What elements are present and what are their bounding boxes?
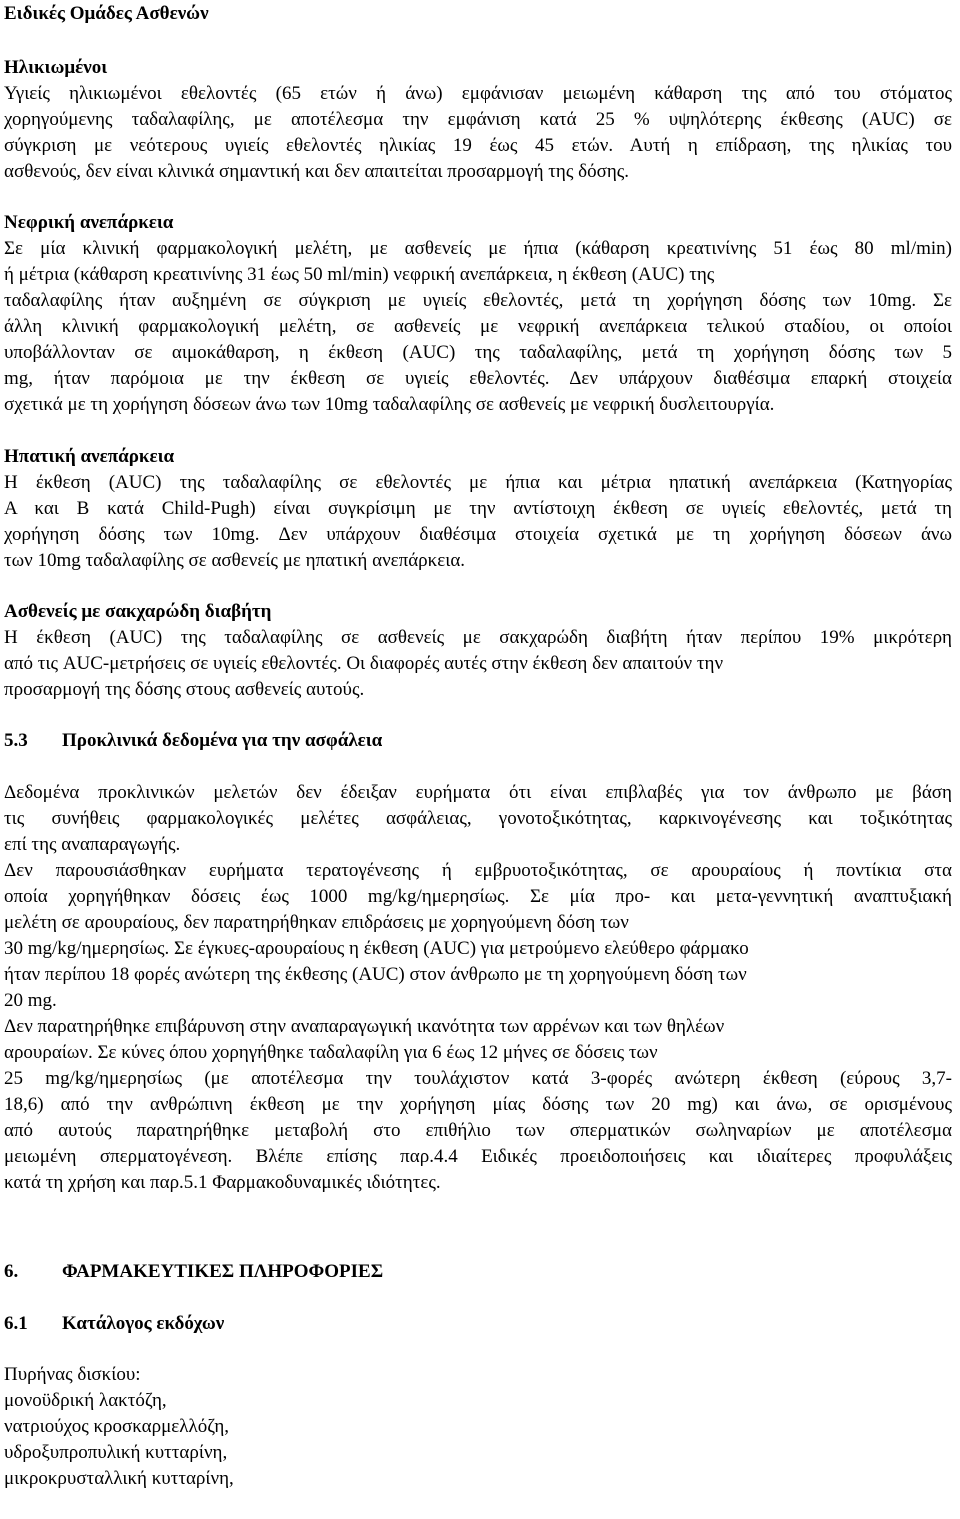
hepatic-heading: Ηπατική ανεπάρκεια: [4, 446, 175, 467]
elderly-text-line: Υγιείς ηλικιωμένοι εθελοντές (65 ετών ή άνω) εμφάνισαν μειωμένη κάθαρση της από του στόματος: [4, 83, 952, 104]
hepatic-text-line: των 10mg ταδαλαφίλης σε ασθενείς με ηπατική ανεπάρκεια.: [4, 550, 466, 571]
section-number: 5.3: [4, 730, 28, 751]
preclinical-text-line: μειωμένη σπερματογένεση. Βλέπε επίσης παρ.4.4 Ειδικές προειδοποιήσεις και ιδιαίτερες προφυλάξεις: [4, 1146, 952, 1167]
renal-text-line: σχετικά με τη χορήγηση δόσεων άνω των 10mg ταδαλαφίλης σε ασθενείς με νεφρική δυσλειτουργία.: [4, 394, 775, 415]
preclinical-text-line: επί της αναπαραγωγής.: [4, 834, 181, 855]
renal-text-line: mg, ήταν παρόμοια με την έκθεση σε υγιείς εθελοντές. Δεν υπάρχουν διαθέσιμα επαρκή στοιχεία: [4, 368, 952, 389]
special-populations-heading: Ειδικές Ομάδες Ασθενών: [4, 3, 209, 24]
preclinical-text-line: 20 mg.: [4, 990, 57, 1011]
renal-text-line: ταδαλαφίλης ήταν αυξημένη σε σύγκριση με υγιείς εθελοντές, μετά τη χορήγηση δόσης των 10mg. Σε: [4, 290, 952, 311]
section-title: Προκλινικά δεδομένα για την ασφάλεια: [62, 730, 383, 751]
excipients-list-item: μικροκρυσταλλική κυτταρίνη,: [4, 1468, 234, 1489]
preclinical-text-line: τις συνήθεις φαρμακολογικές μελέτες ασφάλειας, γονοτοξικότητας, καρκινογένεσης και τοξικότητας: [4, 808, 952, 829]
preclinical-text-line: 30 mg/kg/ημερησίως. Σε έγκυες-αρουραίους η έκθεση (AUC) για μετρούμενο ελεύθερο φάρμακο: [4, 938, 749, 959]
section-title: Κατάλογος εκδόχων: [62, 1313, 225, 1334]
excipients-list-item: μονοϋδρική λακτόζη,: [4, 1390, 167, 1411]
section-number: 6.: [4, 1261, 19, 1282]
preclinical-text-line: ήταν περίπου 18 φορές ανώτερη της έκθεσης (AUC) στον άνθρωπο με τη χορηγούμενη δόση των: [4, 964, 747, 985]
diabetes-text-line: από τις AUC-μετρήσεις σε υγιείς εθελοντές. Οι διαφορές αυτές στην έκθεση δεν απαιτούν την: [4, 653, 724, 674]
hepatic-text-line: A και B κατά Child-Pugh) είναι συγκρίσιμη με την αντίστοιχη έκθεση σε υγιείς εθελοντές, μετά τη: [4, 498, 952, 519]
preclinical-text-line: Δεδομένα προκλινικών μελετών δεν έδειξαν ευρήματα ότι είναι επιβλαβές για τον άνθρωπο με βάση: [4, 782, 952, 803]
renal-text-line: Σε μία κλινική φαρμακολογική μελέτη, με ασθενείς με ήπια (κάθαρση κρεατινίνης 51 έως 80 ml/min): [4, 238, 952, 259]
section-6-1-heading: [4, 1311, 224, 1337]
renal-text-line: ή μέτρια (κάθαρση κρεατινίνης 31 έως 50 ml/min) νεφρική ανεπάρκεια, η έκθεση (AUC) της: [4, 264, 715, 285]
elderly-text-line: χορηγούμενης ταδαλαφίλης, με αποτέλεσμα την εμφάνιση κατά 25 % υψηλότερης έκθεσης (AUC) σε: [4, 109, 952, 130]
renal-text-line: άλλη κλινική φαρμακολογική μελέτη, σε ασθενείς με νεφρική ανεπάρκεια τελικού σταδίου, οι οποίοι: [4, 316, 952, 337]
section-5-3-heading: [4, 728, 382, 754]
section-number: 6.1: [4, 1313, 28, 1334]
excipients-list-item: Πυρήνας δισκίου:: [4, 1364, 141, 1385]
preclinical-text-line: μελέτη σε αρουραίους, δεν παρατηρήθηκαν επιδράσεις με χορηγούμενη δόση των: [4, 912, 629, 933]
diabetes-text-line: προσαρμογή της δόσης στους ασθενείς αυτούς.: [4, 679, 365, 700]
preclinical-text-line: 18,6) από την ανθρώπινη έκθεση με την χορήγηση μίας δόσης των 20 mg) και άνω, σε ορισμένους: [4, 1094, 952, 1115]
preclinical-text-line: από αυτούς παρατηρήθηκε μεταβολή στο επιθήλιο των σπερματικών σωληναρίων με αποτέλεσμα: [4, 1120, 952, 1141]
preclinical-text-line: 25 mg/kg/ημερησίως (με αποτέλεσμα την τουλάχιστον κατά 3-φορές ανώτερη έκθεση (εύρους 3,7-: [4, 1068, 952, 1089]
hepatic-text-line: Η έκθεση (AUC) της ταδαλαφίλης σε εθελοντές με ήπια και μέτρια ηπατική ανεπάρκεια (Κατηγορίας: [4, 472, 952, 493]
preclinical-text-line: οποία χορηγήθηκαν δόσεις έως 1000 mg/kg/ημερησίως. Σε μία προ- και μετα-γεννητική αναπτυξιακή: [4, 886, 952, 907]
elderly-text-line: σύγκριση με νεότερους υγιείς εθελοντές ηλικίας 19 έως 45 ετών. Αυτή η επίδραση, της ηλικίας του: [4, 135, 952, 156]
preclinical-text-line: κατά τη χρήση και παρ.5.1 Φαρμακοδυναμικές ιδιότητες.: [4, 1172, 441, 1193]
hepatic-text-line: χορήγηση δόσης των 10mg. Δεν υπάρχουν διαθέσιμα στοιχεία σχετικά με τη χορήγηση δόσεων άνω: [4, 524, 952, 545]
elderly-text-line: ασθενούς, δεν είναι κλινικά σημαντική και δεν απαιτείται προσαρμογή της δόσης.: [4, 161, 630, 182]
excipients-list-item: νατριούχος κροσκαρμελλόζη,: [4, 1416, 230, 1437]
renal-heading: Νεφρική ανεπάρκεια: [4, 212, 174, 233]
diabetes-heading: Ασθενείς με σακχαρώδη διαβήτη: [4, 601, 272, 622]
excipients-list-item: υδροξυπροπυλική κυτταρίνη,: [4, 1442, 228, 1463]
preclinical-text-line: Δεν παρατηρήθηκε επιβάρυνση στην αναπαραγωγική ικανότητα των αρρένων και των θηλέων: [4, 1016, 725, 1037]
preclinical-text-line: αρουραίων. Σε κύνες όπου χορηγήθηκε ταδαλαφίλη για 6 έως 12 μήνες σε δόσεις των: [4, 1042, 658, 1063]
preclinical-text-line: Δεν παρουσιάσθηκαν ευρήματα τερατογένεσης ή εμβρυοτοξικότητας, σε αρουραίους ή ποντίκια στα: [4, 860, 952, 881]
section-title: ΦΑΡΜΑΚΕΥΤΙΚΕΣ ΠΛΗΡΟΦΟΡΙΕΣ: [62, 1261, 384, 1282]
section-6-heading: [4, 1259, 383, 1285]
diabetes-text-line: Η έκθεση (AUC) της ταδαλαφίλης σε ασθενείς με σακχαρώδη διαβήτη ήταν περίπου 19% μικρότερη: [4, 627, 952, 648]
elderly-heading: Ηλικιωμένοι: [4, 57, 108, 78]
renal-text-line: υποβάλλονταν σε αιμοκάθαρση, η έκθεση (AUC) της ταδαλαφίλης, μετά τη χορήγηση δόσης των 5: [4, 342, 952, 363]
